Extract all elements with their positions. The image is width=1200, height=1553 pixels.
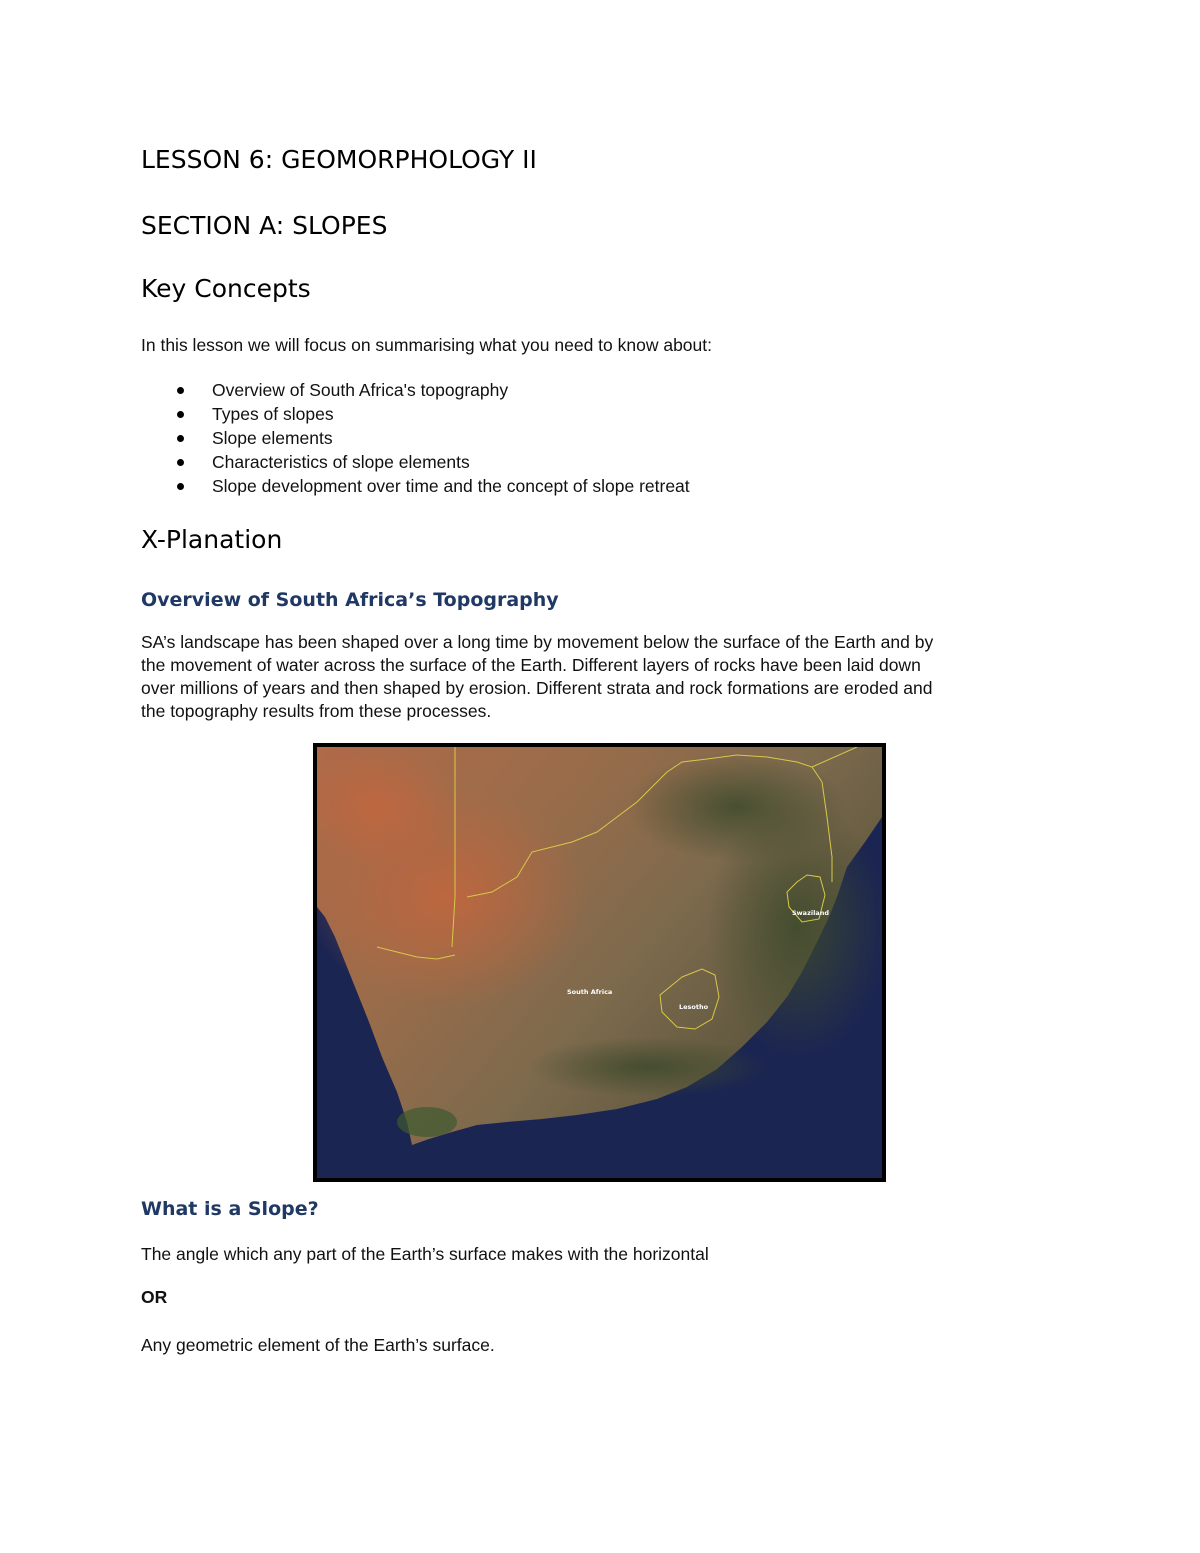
bullet-icon [177, 387, 184, 394]
map-label-lesotho: Lesotho [679, 1003, 709, 1011]
bullet-icon [177, 411, 184, 418]
list-item-text: Slope development over time and the concept of slope retreat [212, 476, 690, 496]
key-concepts-heading: Key Concepts [141, 274, 311, 303]
map-image [317, 747, 882, 1178]
list-item [141, 402, 690, 426]
list-item [141, 426, 690, 450]
overview-heading: Overview of South Africa’s Topography [141, 589, 559, 611]
list-item-text: Types of slopes [212, 404, 334, 424]
bullet-icon [177, 459, 184, 466]
or-label: OR [141, 1287, 168, 1307]
slope-definition-1: The angle which any part of the Earth’s surface makes with the horizontal [141, 1244, 709, 1264]
list-item-text: Overview of South Africa's topography [212, 380, 509, 400]
paragraph-line: the topography results from these processes. [141, 701, 492, 721]
overview-paragraph [141, 631, 1041, 723]
list-item-text: Characteristics of slope elements [212, 452, 470, 472]
paragraph-line: SA’s landscape has been shaped over a long time by movement below the surface of the Earth and by [141, 632, 934, 652]
key-concepts-list [141, 378, 690, 498]
paragraph-line: the movement of water across the surface of the Earth. Different layers of rocks have been laid down [141, 655, 921, 675]
paragraph-line: over millions of years and then shaped by erosion. Different strata and rock formations are eroded and [141, 678, 933, 698]
bullet-icon [177, 483, 184, 490]
key-concepts-intro: In this lesson we will focus on summarising what you need to know about: [141, 335, 712, 355]
lesson-title: LESSON 6: GEOMORPHOLOGY II [141, 145, 537, 174]
map-label-south-africa: South Africa [567, 988, 613, 996]
bullet-icon [177, 435, 184, 442]
map-label-swaziland: Swaziland [792, 909, 829, 917]
xplanation-heading: X-Planation [141, 525, 283, 554]
green-region [397, 1107, 457, 1137]
list-item [141, 378, 690, 402]
list-item-text: Slope elements [212, 428, 333, 448]
slope-definition-2: Any geometric element of the Earth’s surface. [141, 1335, 495, 1355]
section-title: SECTION A: SLOPES [141, 211, 388, 240]
south-africa-satellite-map [313, 743, 886, 1182]
list-item [141, 474, 690, 498]
green-region [627, 752, 847, 862]
green-region [527, 1037, 767, 1097]
list-item [141, 450, 690, 474]
slope-heading: What is a Slope? [141, 1198, 319, 1220]
